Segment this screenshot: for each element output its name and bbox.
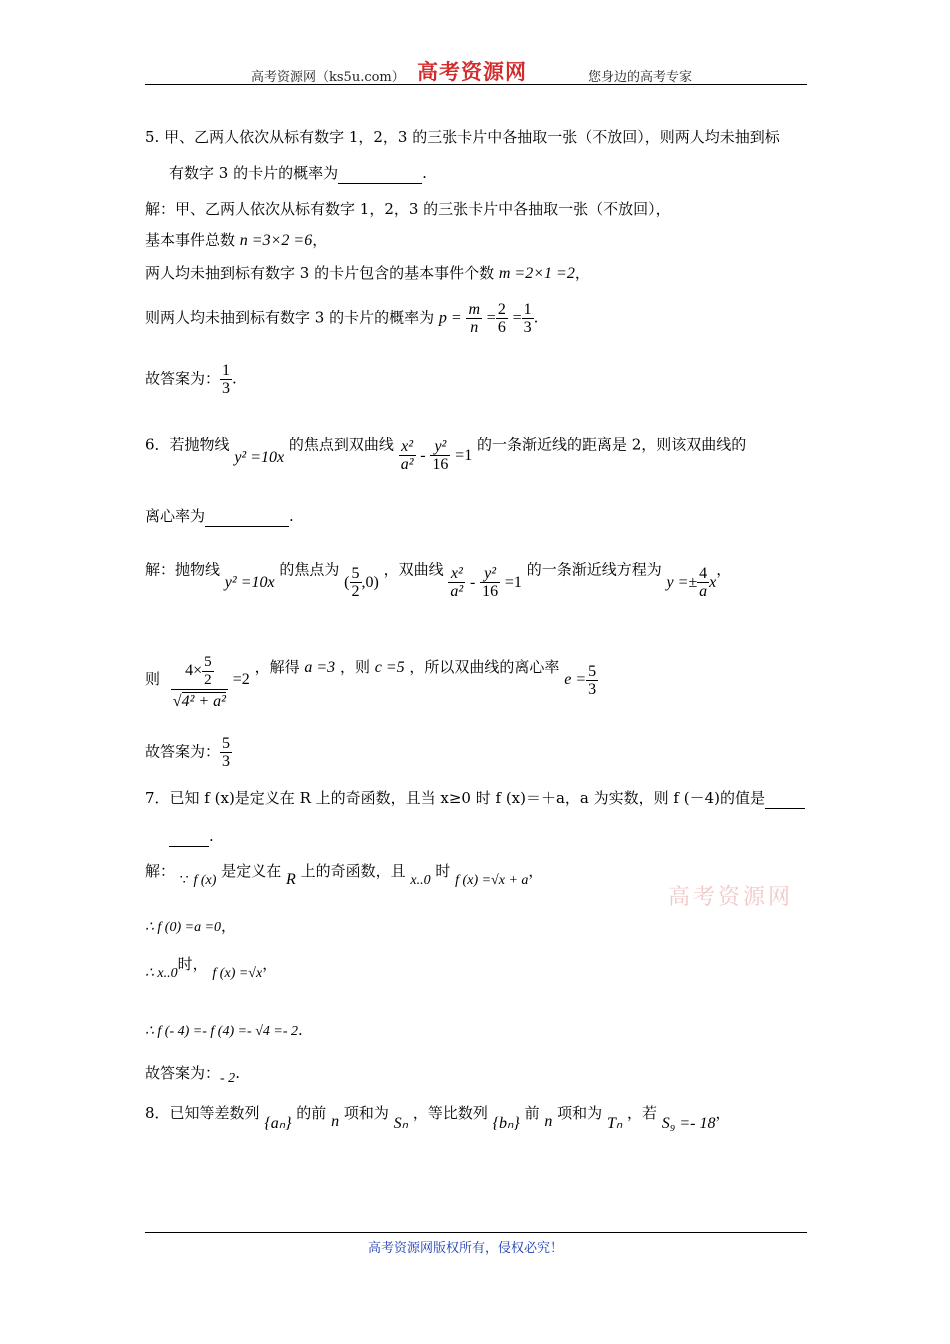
q7-sol-line2: ∴ f (0) =a =0， <box>145 917 237 935</box>
q8-line1: 8．已知等差数列 {aₙ} 的前 n 项和为 Sₙ ，等比数列 {bₙ} 前 n 项和为 Tₙ ，若 S₉ =- 18， <box>145 1104 731 1132</box>
header-logo: 高考资源网 <box>417 59 527 84</box>
q5-answer: 故答案为： $\frac{1}{3}$ . <box>145 362 237 397</box>
q5-line2: 有数字 3 的卡片的概率为 . <box>169 164 427 182</box>
q7-sol-line4: ∴ f (- 4) =- f (4) =- √4 =- 2. <box>145 1021 303 1039</box>
q5-sol-line3: 两人均未抽到标有数字 3 的卡片包含的基本事件个数 m =2×1 =2， <box>145 264 590 282</box>
q7-answer: 故答案为：- 2. <box>145 1064 240 1086</box>
q6-line1: 6．若抛物线 y² =10x 的焦点到双曲线 $\frac{\text{x²}}{\text{a²}}$ - $\frac{\text{y²}}{16}$ =1 的一条渐近线的距离是 2，则该双曲线的 <box>145 435 747 473</box>
q7-answer-blank-b <box>169 826 209 847</box>
watermark: 高考资源网 <box>668 885 794 910</box>
header-rule <box>145 84 807 85</box>
q5-sol-line4: 则两人均未抽到标有数字 3 的卡片的概率为 p = $\frac{m}{n}$ = $\frac{2}{6}$ = $\frac{1}{3}$ . <box>145 301 539 336</box>
footer-copyright: 高考资源网版权所有，侵权必究！ <box>368 1241 564 1256</box>
q6-sol-line1: 解：抛物线 y² =10x 的焦点为 ( $\frac{5}{2}$ ,0) ，双曲线 $\frac{\text{x²}}{\text{a²}}$ - $\frac{\text{y²}}{16}$ =1 的一条渐近线方程为 y =± $\frac{4}{a}$ x， <box>145 560 732 600</box>
q7-sol-line3: ∴ x..0时， f (x) =√x， <box>145 955 278 981</box>
q5-sol-line1: 解：甲、乙两人依次从标有数字 1，2，3 的三张卡片中各抽取一张（不放回）， <box>145 200 671 218</box>
q5-line1: 5. 甲、乙两人依次从标有数字 1，2，3 的三张卡片中各抽取一张（不放回），则两人均未抽到标 <box>145 128 780 146</box>
q6-line2: 离心率为 . <box>145 507 294 525</box>
q7-answer-blank-a <box>765 788 805 809</box>
q5-answer-blank <box>338 163 422 184</box>
footer-rule <box>145 1232 807 1233</box>
header-slogan: 您身边的高考专家 <box>588 70 693 85</box>
q6-sol-line2: 则 4× $\frac{5}{2}$ √4² + a² =2 ，解得 a =3 ，则 c =5 ，所以双曲线的离心率 e = $\frac{5}{3}$ <box>145 654 597 710</box>
q5-sol-line2: 基本事件总数 n =3×2 =6， <box>145 231 328 249</box>
q7-line2: . <box>169 826 214 847</box>
header-site-name: 高考资源网（ks5u.com） <box>251 70 405 85</box>
q7-line1: 7．已知 f (x)是定义在 R 上的奇函数，且当 x≥0 时 f (x)＝＋a，a 为实数，则 f (－4)的值是 <box>145 788 805 809</box>
q7-sol-line1: 解： ∵ f (x) 是定义在 R 上的奇函数，且 x..0 时 f (x) =√x + a， <box>145 862 544 888</box>
q6-answer: 故答案为： $\frac{5}{3}$ <box>145 735 231 770</box>
q6-answer-blank <box>205 506 289 527</box>
